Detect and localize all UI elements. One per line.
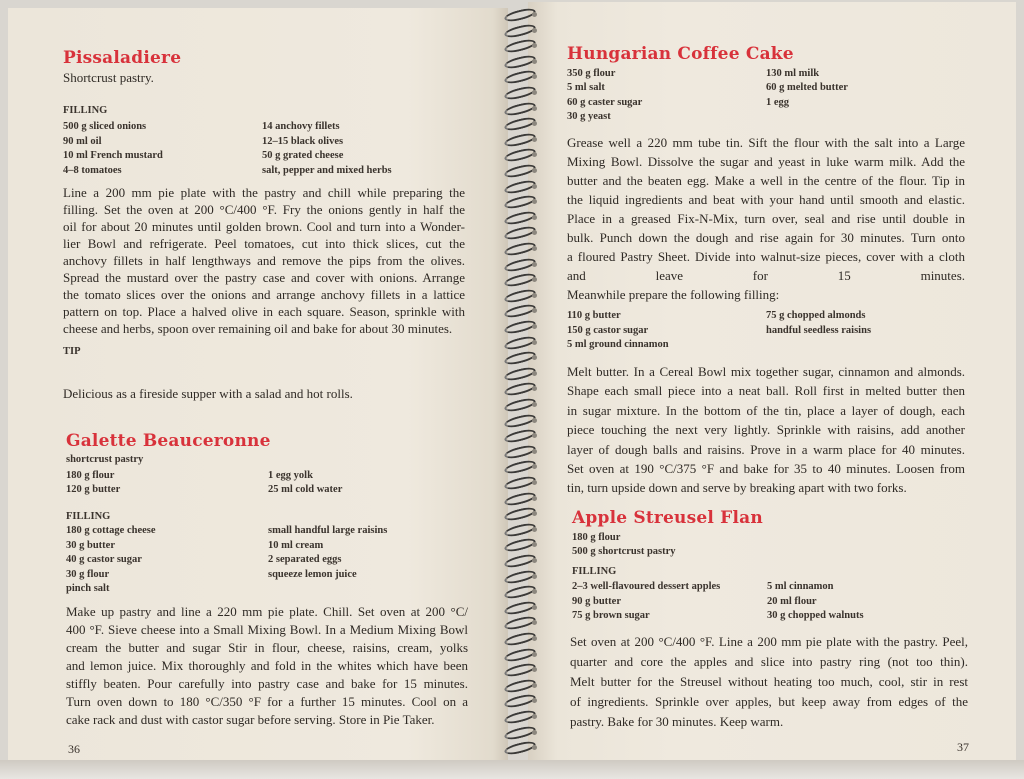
recipe-title: Hungarian Coffee Cake: [567, 44, 794, 64]
spiral-coil: [498, 694, 536, 704]
text-line: piece touching the next very lightly. Sprinkle with raisins, add another: [567, 422, 965, 438]
text-line: stiffly beaten. Pour carefully into pastry case and bake for 15 minutes.: [66, 676, 468, 691]
text-line: and leave for 15 minutes.: [567, 268, 965, 283]
spiral-coil: [498, 320, 536, 330]
punch-hole: [532, 12, 537, 17]
spiral-coil: [498, 211, 536, 221]
text-line: Shape each small piece into a neat ball. Roll first in melted butter then: [567, 383, 965, 399]
spiral-coil: [498, 226, 536, 236]
text-line: Make up pastry and line a 220 mm pie plate. Chill. Set oven at 200 °C/: [66, 604, 468, 619]
text-line: oil for about 20 minutes until golden brown. Cool and turn into a Wonder-: [63, 219, 465, 234]
ingredient: 40 g castor sugar: [66, 554, 142, 565]
spiral-coil: [498, 507, 536, 517]
text-line: butter and the beaten egg. Make a well in the centre of the flour. Tip in: [567, 173, 965, 188]
text-line: in sugar mixture. In the bottom of the tin, place a layer of dough, each: [567, 402, 965, 418]
ingredient: 10 ml French mustard: [63, 150, 163, 161]
spiral-coil: [498, 741, 536, 751]
spiral-coil: [498, 55, 536, 65]
text-line: tin, turn upside down and serve by breaking apart with two forks.: [567, 480, 907, 496]
ingredient: 150 g castor sugar: [567, 324, 649, 336]
recipe-title: Apple Streusel Flan: [572, 508, 763, 528]
spiral-coil: [498, 460, 536, 470]
tip-text: Delicious as a fireside supper with a salad and hot rolls.: [63, 386, 353, 401]
text-line: cream the butter and sugar Stir in flour, cheese, raisins, cream, yolks: [66, 640, 468, 655]
spiral-coil: [498, 648, 536, 658]
ingredient: 1 egg yolk: [268, 470, 313, 481]
spiral-coil: [498, 710, 536, 720]
page-number: 37: [957, 740, 969, 754]
method-text-2: [567, 362, 965, 498]
punch-hole: [532, 215, 537, 220]
method-text: [66, 603, 468, 729]
recipe-title: Pissaladiere: [63, 48, 182, 68]
spiral-coil: [498, 367, 536, 377]
ingredient: 130 ml milk: [766, 68, 820, 79]
ingredient: small handful large raisins: [268, 525, 388, 536]
filling-label: FILLING: [63, 105, 108, 116]
text-line: Melt butter. In a Cereal Bowl mix together sugar, cinnamon and almonds.: [567, 364, 965, 379]
ingredient: 30 g flour: [66, 568, 110, 580]
ingredient: 120 g butter: [66, 484, 121, 495]
spiral-coil: [498, 554, 536, 564]
punch-hole: [532, 371, 537, 376]
punch-hole: [532, 246, 537, 251]
text-line: Line a 200 mm pie plate with the pastry and chill while preparing the: [63, 185, 465, 200]
spiral-coil: [498, 570, 536, 580]
spiral-coil: [498, 679, 536, 689]
punch-hole: [532, 184, 537, 189]
text-line: layer of dough balls and raisins. Prove in a warm place for 40 minutes.: [567, 441, 965, 457]
punch-hole: [532, 168, 537, 173]
spiral-coil: [498, 663, 536, 673]
text-line: 400 °F. Sieve cheese into a Small Mixing Bowl. In a Medium Mixing Bowl: [66, 622, 468, 637]
ingredient: squeeze lemon juice: [268, 568, 357, 580]
ingredient: 500 g shortcrust pastry: [572, 546, 676, 557]
ingredient: 90 g butter: [572, 595, 621, 607]
punch-hole: [532, 59, 537, 64]
text-line: and lemon juice. Mix thoroughly and fold in the whites which have been: [66, 658, 468, 673]
spiral-coil: [498, 585, 536, 595]
spiral-coil: [498, 616, 536, 626]
spiral-coil: [498, 133, 536, 143]
spiral-coil: [498, 429, 536, 439]
spiral-coil: [498, 164, 536, 174]
punch-hole: [532, 449, 537, 454]
ingredient: 30 g butter: [66, 539, 115, 551]
text-line: pattern on top. Place a halved olive in each square. Season, sprinkle with: [63, 304, 465, 319]
pastry-label: shortcrust pastry: [66, 454, 144, 465]
spiral-coil: [498, 398, 536, 408]
spiral-coil: [498, 351, 536, 361]
punch-hole: [532, 683, 537, 688]
ingredient: 90 ml oil: [63, 135, 102, 147]
spiral-coil: [498, 180, 536, 190]
spiral-coil: [498, 632, 536, 642]
ingredient: 75 g chopped almonds: [766, 310, 866, 321]
text-line: Mixing Bowl. Dissolve the sugar and yeast in luke warm milk. Add the: [567, 154, 965, 169]
text-line: Place in a greased Fix-N-Mix, turn over, seal and rise until double in: [567, 211, 965, 226]
method-text: [570, 632, 968, 732]
spiral-coil: [498, 538, 536, 548]
method-text: [567, 133, 965, 304]
spiral-coil: [498, 382, 536, 392]
text-line: cake rack and dust with castor sugar before serving. Store in Pie Taker.: [66, 712, 435, 727]
spiral-coil: [498, 445, 536, 455]
ingredient: 75 g brown sugar: [572, 610, 650, 621]
spiral-coil: [498, 523, 536, 533]
recipe-subtitle: Shortcrust pastry.: [63, 70, 154, 85]
punch-hole: [532, 574, 537, 579]
ingredient: 25 ml cold water: [268, 484, 343, 495]
text-line: Spread the mustard over the pastry case and cover with onions. Arrange: [63, 270, 465, 285]
spiral-coil: [498, 86, 536, 96]
punch-hole: [532, 106, 537, 111]
text-line: pastry. Bake for 30 minutes. Keep warm.: [570, 714, 784, 729]
spiral-coil: [498, 414, 536, 424]
ingredient: salt, pepper and mixed herbs: [262, 164, 392, 176]
text-line: Meanwhile prepare the following filling:: [567, 287, 780, 302]
ingredient: 5 ml cinnamon: [767, 581, 834, 592]
ingredient: 180 g cottage cheese: [66, 525, 156, 536]
punch-hole: [532, 558, 537, 563]
ingredient: 10 ml cream: [268, 539, 324, 551]
ingredient: 180 g flour: [572, 532, 621, 543]
text-line: the tomato slices over the onions and arrange anchovy fillets in a lattice: [63, 287, 465, 302]
ingredient: pinch salt: [66, 583, 110, 594]
ingredient: 30 g yeast: [567, 110, 611, 122]
spiral-coil: [498, 117, 536, 127]
text-line: filling. Set the oven at 200 °C/400 °F. Fry the onions gently in half the: [63, 202, 465, 217]
ingredient: 5 ml ground cinnamon: [567, 339, 669, 350]
spiral-coil: [498, 8, 536, 18]
punch-hole: [532, 496, 537, 501]
spiral-coil: [498, 304, 536, 314]
text-line: lier Bowl and refrigerate. Peel tomatoes, cut into thick slices, cut the: [63, 236, 465, 251]
punch-hole: [532, 527, 537, 532]
spiral-coil: [498, 24, 536, 34]
spiral-coil: [498, 195, 536, 205]
ingredient: 50 g grated cheese: [262, 150, 344, 161]
ingredient: 20 ml flour: [767, 595, 817, 607]
spiral-coil: [498, 242, 536, 252]
ingredient: 60 g melted butter: [766, 82, 848, 94]
spiral-coil: [498, 102, 536, 112]
filling-label: FILLING: [66, 511, 111, 522]
filling-label: FILLING: [572, 566, 617, 577]
text-line: Turn oven down to 180 °C/350 °F for a further 15 minutes. Cool on a: [66, 694, 468, 709]
text-line: Melt butter for the Streusel without heating too much, cool, stir in rest: [570, 674, 968, 689]
ingredient: 12–15 black olives: [262, 135, 344, 147]
punch-hole: [532, 402, 537, 407]
punch-hole: [532, 324, 537, 329]
ingredient: 30 g chopped walnuts: [767, 610, 864, 621]
text-line: of ingredients. Sprinkle over apples, but keep away from edges of the: [570, 694, 968, 709]
spiral-coil: [498, 601, 536, 611]
recipe-title: Galette Beauceronne: [66, 431, 271, 451]
punch-hole: [532, 714, 537, 719]
table-surface: [0, 760, 1024, 779]
text-line: bulk. Punch down the dough and rise again for 30 minutes. Turn onto: [567, 230, 965, 245]
text-line: a floured Pastry Sheet. Divide into walnut-size pieces, cover with a cloth: [567, 249, 965, 264]
spiral-coil: [498, 258, 536, 268]
ingredient: 110 g butter: [567, 310, 621, 321]
punch-hole: [532, 418, 537, 423]
spiral-coil: [498, 492, 536, 502]
ingredient: 2–3 well-flavoured dessert apples: [572, 581, 721, 592]
spiral-coil: [498, 336, 536, 346]
ingredient: 1 egg: [766, 96, 790, 108]
punch-hole: [532, 340, 537, 345]
tip-label: TIP: [63, 346, 81, 357]
punch-hole: [532, 730, 537, 735]
text-line: Set oven at 190 °C/375 °F and bake for 35 to 40 minutes. Loosen from: [567, 461, 965, 477]
punch-hole: [532, 480, 537, 485]
ingredient: 4–8 tomatoes: [63, 164, 122, 176]
ingredient: handful seedless raisins: [766, 324, 872, 336]
punch-hole: [532, 90, 537, 95]
punch-hole: [532, 28, 537, 33]
text-line: the liquid ingredients and beat with your hand until smooth and elastic.: [567, 192, 965, 207]
spiral-coil: [498, 273, 536, 283]
punch-hole: [532, 652, 537, 657]
punch-hole: [532, 636, 537, 641]
spiral-coil: [498, 289, 536, 299]
ingredient: 5 ml salt: [567, 82, 605, 94]
spiral-coil: [498, 476, 536, 486]
text-line: Set oven at 200 °C/400 °F. Line a 200 mm pie plate with the pastry. Peel,: [570, 634, 968, 649]
spiral-coil: [498, 148, 536, 158]
ingredient: 60 g caster sugar: [567, 96, 643, 108]
ingredient: 500 g sliced onions: [63, 121, 147, 132]
text-line: cheese and herbs, spoon over remaining oil and bake for about 30 minutes.: [63, 321, 453, 336]
method-text: [63, 184, 465, 337]
ingredient: 2 separated eggs: [268, 554, 342, 565]
ingredient: 180 g flour: [66, 470, 115, 481]
punch-hole: [532, 293, 537, 298]
spiral-coil: [498, 726, 536, 736]
text-line: Grease well a 220 mm tube tin. Sift the flour with the salt into a Large: [567, 135, 965, 150]
page-number: 36: [68, 742, 80, 756]
text-line: anchovy fillets in half lengthways and remove the pips from the olives.: [63, 253, 465, 268]
punch-hole: [532, 262, 537, 267]
punch-hole: [532, 605, 537, 610]
spiral-coil: [498, 70, 536, 80]
spiral-coil: [498, 39, 536, 49]
punch-hole: [532, 137, 537, 142]
ingredient: 14 anchovy fillets: [262, 121, 340, 132]
ingredient: 350 g flour: [567, 68, 616, 79]
text-line: quarter and core the apples and slice into pastry ring (not too thin).: [570, 654, 968, 669]
